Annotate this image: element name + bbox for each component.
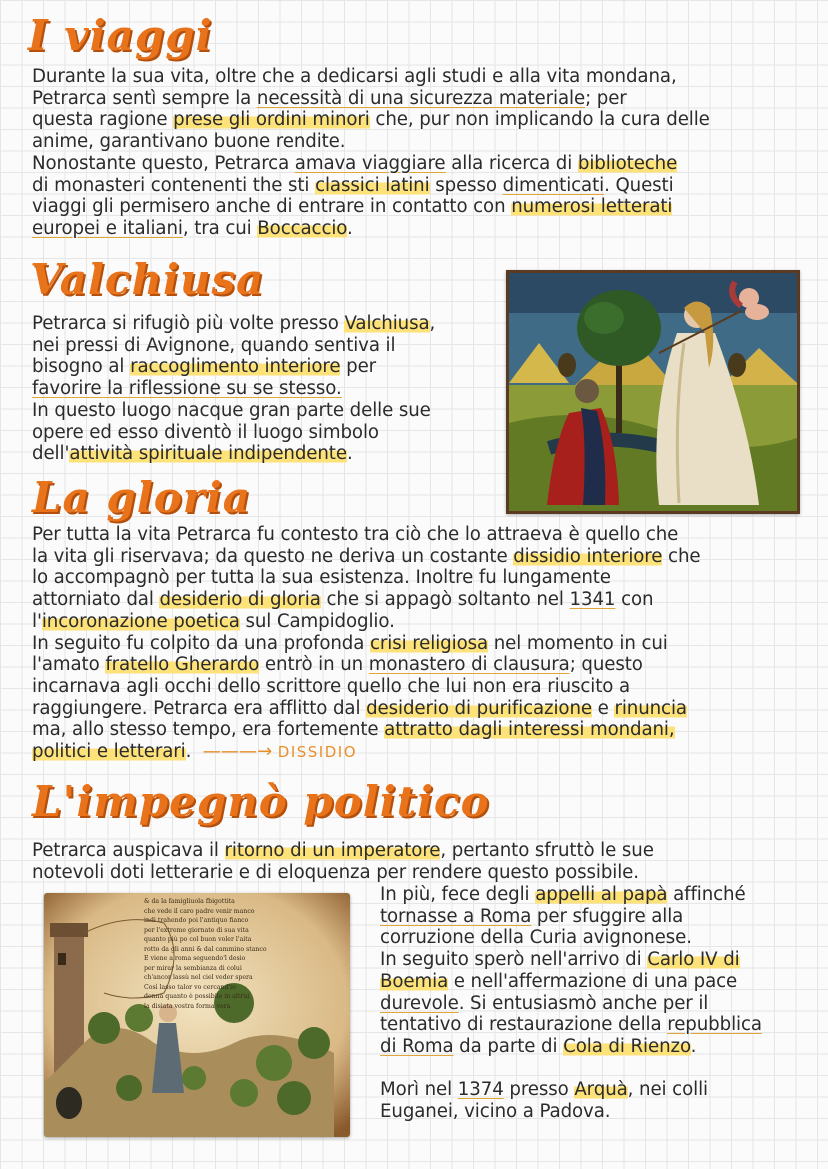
manuscript-line: rotto da gli anni & dal cammino stanco: [144, 945, 267, 953]
manuscript-line: Così lasso talor vo cercand'io: [144, 983, 236, 991]
manuscript-line: quanto più po col buon voler l'aita: [144, 936, 252, 943]
paragraph-viaggi: Durante la sua vita, oltre che a dedicarsi agli studi e alla vita mondana, Petrarca sentì sempre la necessità di una sicurezza materiale; per questa ragione prese gli ordini minori che, pur non implicando la cura delle anime, garantivano buone rendite. Nonostante questo, Petrarca amava viaggiare alla ricerca di biblioteche di monasteri contenenti the sti classici latini spesso dimenticati. Questi viaggi gli permisero anche di entrare in contatto con numerosi letterati europei e italiani, tra cui Boccaccio.: [32, 66, 710, 239]
title-valchiusa: Valchiusa: [30, 255, 265, 304]
manuscript-line: donna quanto è possibile in altrui: [144, 993, 250, 1000]
paragraph-valchiusa: Petrarca si rifugiò più volte presso Valchiusa, nei pressi di Avignone, quando sentiva il bisogno al raccoglimento interiore per favorire la riflessione su se stesso. In questo luogo nacque gran parte delle sue opere ed esso diventò il luogo simbolo dell'attività spirituale indipendente.: [32, 313, 436, 465]
manuscript-line: & da la famigliuola fbigottita: [144, 898, 235, 905]
painting-petrarca-laura-image: [506, 270, 800, 514]
title-impegno-politico: L'impegnò politico: [32, 777, 490, 826]
paragraph-impegno-intro: Petrarca auspicava il ritorno di un imperatore, pertanto sfruttò le sue notevoli doti letterarie e di eloquenza per rendere questo possibile.: [32, 840, 654, 883]
manuscript-line: la disiata vostra forma vera: [144, 1002, 231, 1010]
paragraph-impegno-right: In più, fece degli appelli al papà affinché tornasse a Roma per sfuggire alla corruzione della Curia avignonese. In seguito sperò nell'arrivo di Carlo IV di Boemia e nell'affermazione di una pace durevole. Si entusiasmò anche per il tentativo di restaurazione della repubblica di Roma da parte di Cola di Rienzo. Morì nel 1374 presso Arquà, nei colli Euganei, vicino a Padova.: [380, 884, 762, 1123]
manuscript-text: [144, 897, 344, 1011]
manuscript-line: ch'ancor lassù nel ciel veder spera: [144, 974, 253, 981]
arrow-icon: ———→: [202, 741, 273, 763]
dissidio-note: DISSIDIO: [277, 743, 358, 762]
manuscript-line: E viene a roma seguendo'l desio: [144, 955, 246, 962]
painting-illustration: [509, 273, 797, 511]
manuscript-illustration-image: [44, 893, 350, 1137]
title-viaggi: I viaggi: [28, 11, 213, 60]
title-gloria: La gloria: [32, 473, 251, 522]
paragraph-gloria: Per tutta la vita Petrarca fu contesto tra ciò che lo attraeva è quello che la vita gli riservava; da questo ne deriva un costante dissidio interiore che lo accompagnò per tutta la sua esistenza. Inoltre fu lungamente attorniato dal desiderio di gloria che si appagò soltanto nel 1341 con l'incoronazione poetica sul Campidoglio. In seguito fu colpito da una profonda crisi religiosa nel momento in cui l'amato fratello Gherardo entrò in un monastero di clausura; questo incarnava agli occhi dello scrittore quello che lui non era riuscito a raggiungere. Petrarca era afflitto dal desiderio di purificazione e rinuncia ma, allo stesso tempo, era fortemente attratto dagli interessi mondani, politici e letterari. ———→ DISSIDIO: [32, 524, 701, 763]
manuscript-line: per mirar la sembianza di colui: [144, 964, 242, 972]
manuscript-line: indi trahendo poi l'antiquo fianco: [144, 917, 249, 924]
manuscript-line: che vede il caro padre venir manco: [144, 907, 255, 915]
manuscript-line: per l'extreme giornate di sua vita: [144, 926, 249, 934]
